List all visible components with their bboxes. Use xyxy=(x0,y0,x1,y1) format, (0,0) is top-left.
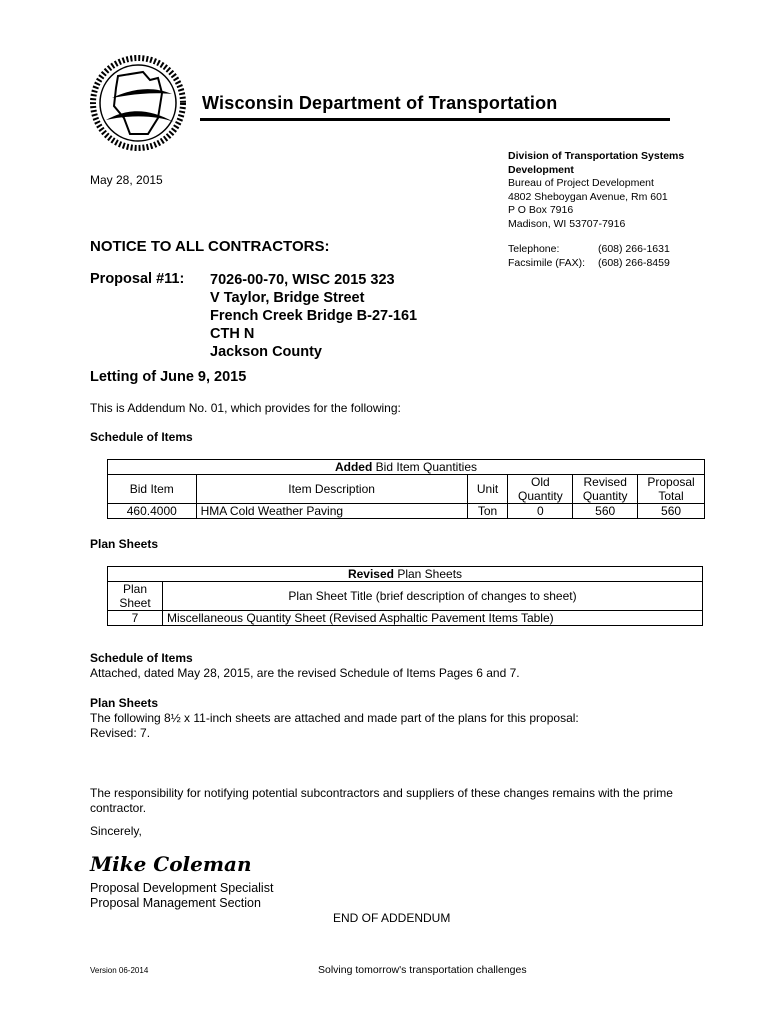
header-line: Quantity xyxy=(582,489,628,503)
caption-bold: Revised xyxy=(347,567,394,581)
header-line: Sheet xyxy=(119,596,151,610)
cell-revised-quantity: 560 xyxy=(573,504,638,519)
address-line: 4802 Sheboygan Avenue, Rm 601 xyxy=(508,190,668,203)
cell-proposal-total: 560 xyxy=(638,504,705,519)
revised-plan-sheets-table xyxy=(107,566,703,626)
telephone-label: Telephone: xyxy=(508,243,560,255)
caption-bold: Added xyxy=(334,460,373,474)
proposal-line: French Creek Bridge B-27-161 xyxy=(210,308,418,324)
addendum-intro: This is Addendum No. 01, which provides for the following: xyxy=(90,401,401,415)
cell-description: HMA Cold Weather Paving xyxy=(196,504,467,519)
address-line: Madison, WI 53707-7916 xyxy=(508,217,626,230)
table-row xyxy=(108,611,703,626)
plan-note-heading: Plan Sheets xyxy=(90,696,159,710)
header-line: Total xyxy=(658,489,684,503)
division-address-block xyxy=(508,150,684,231)
column-header xyxy=(573,475,638,504)
column-header xyxy=(108,582,163,611)
signature: Mike Coleman xyxy=(90,852,252,876)
header-line: Plan xyxy=(122,582,148,596)
proposal-line: 7026-00-70, WISC 2015 323 xyxy=(210,272,395,288)
header-rule xyxy=(200,118,670,121)
contact-block xyxy=(508,243,670,270)
telephone-number: (608) 266-1631 xyxy=(598,243,670,255)
division-line: Division of Transportation Systems xyxy=(508,150,685,162)
column-header: Unit xyxy=(467,475,508,504)
proposal-line: CTH N xyxy=(210,326,255,342)
fax-number: (608) 266-8459 xyxy=(598,256,670,269)
address-line: Bureau of Project Development xyxy=(508,177,654,189)
letter-date: May 28, 2015 xyxy=(90,173,163,187)
header-line: Old xyxy=(531,475,550,489)
proposal-details xyxy=(210,271,417,361)
plan-note-line: The following 8½ x 11-inch sheets are attached and made part of the plans for this proposal: xyxy=(90,711,579,725)
address-line: P O Box 7916 xyxy=(508,204,574,216)
plan-sheets-heading: Plan Sheets xyxy=(90,537,159,551)
column-header xyxy=(508,475,573,504)
notice-heading: NOTICE TO ALL CONTRACTORS: xyxy=(90,238,330,255)
schedule-of-items-heading: Schedule of Items xyxy=(90,430,193,444)
plan-note-line: Revised: 7. xyxy=(90,726,151,740)
cell-old-quantity: 0 xyxy=(508,504,573,519)
cell-sheet: 7 xyxy=(108,611,163,626)
table-caption xyxy=(108,567,703,582)
caption-rest: Plan Sheets xyxy=(393,567,463,581)
header-line: Quantity xyxy=(518,489,563,503)
proposal-line: V Taylor, Bridge Street xyxy=(210,290,365,306)
plan-note xyxy=(90,696,579,741)
version-label: Version 06-2014 xyxy=(90,966,149,975)
footer-tagline: Solving tomorrow's transportation challenges xyxy=(318,964,527,976)
proposal-line: Jackson County xyxy=(210,344,322,360)
responsibility-paragraph: The responsibility for notifying potential subcontractors and suppliers of these changes remains with the prime contractor. xyxy=(90,786,673,815)
wisdot-logo xyxy=(88,48,188,158)
caption-rest: Bid Item Quantities xyxy=(372,460,478,474)
proposal-label: Proposal #11: xyxy=(90,271,185,287)
table-caption xyxy=(108,460,705,475)
added-bid-items-table xyxy=(107,459,705,519)
end-of-addendum: END OF ADDENDUM xyxy=(333,911,451,925)
division-line: Development xyxy=(508,163,574,176)
signer-title xyxy=(90,881,273,911)
column-header xyxy=(638,475,705,504)
schedule-note-text: Attached, dated May 28, 2015, are the revised Schedule of Items Pages 6 and 7. xyxy=(90,666,520,680)
cell-bid-item: 460.4000 xyxy=(108,504,197,519)
letting-date: Letting of June 9, 2015 xyxy=(90,369,247,385)
header-line: Revised xyxy=(583,475,627,489)
column-header: Bid Item xyxy=(108,475,197,504)
cell-title: Miscellaneous Quantity Sheet (Revised Asphaltic Pavement Items Table) xyxy=(163,611,703,626)
column-header: Item Description xyxy=(196,475,467,504)
fax-label: Facsimile (FAX): xyxy=(508,256,586,269)
schedule-note-heading: Schedule of Items xyxy=(90,651,193,665)
column-header: Plan Sheet Title (brief description of changes to sheet) xyxy=(163,582,703,611)
schedule-note xyxy=(90,651,520,681)
signer-title-line: Proposal Management Section xyxy=(90,896,261,910)
header-line: Proposal xyxy=(647,475,695,489)
signer-title-line: Proposal Development Specialist xyxy=(90,881,274,895)
table-row xyxy=(108,504,705,519)
agency-name: Wisconsin Department of Transportation xyxy=(202,93,558,113)
closing: Sincerely, xyxy=(90,824,142,838)
cell-unit: Ton xyxy=(467,504,508,519)
